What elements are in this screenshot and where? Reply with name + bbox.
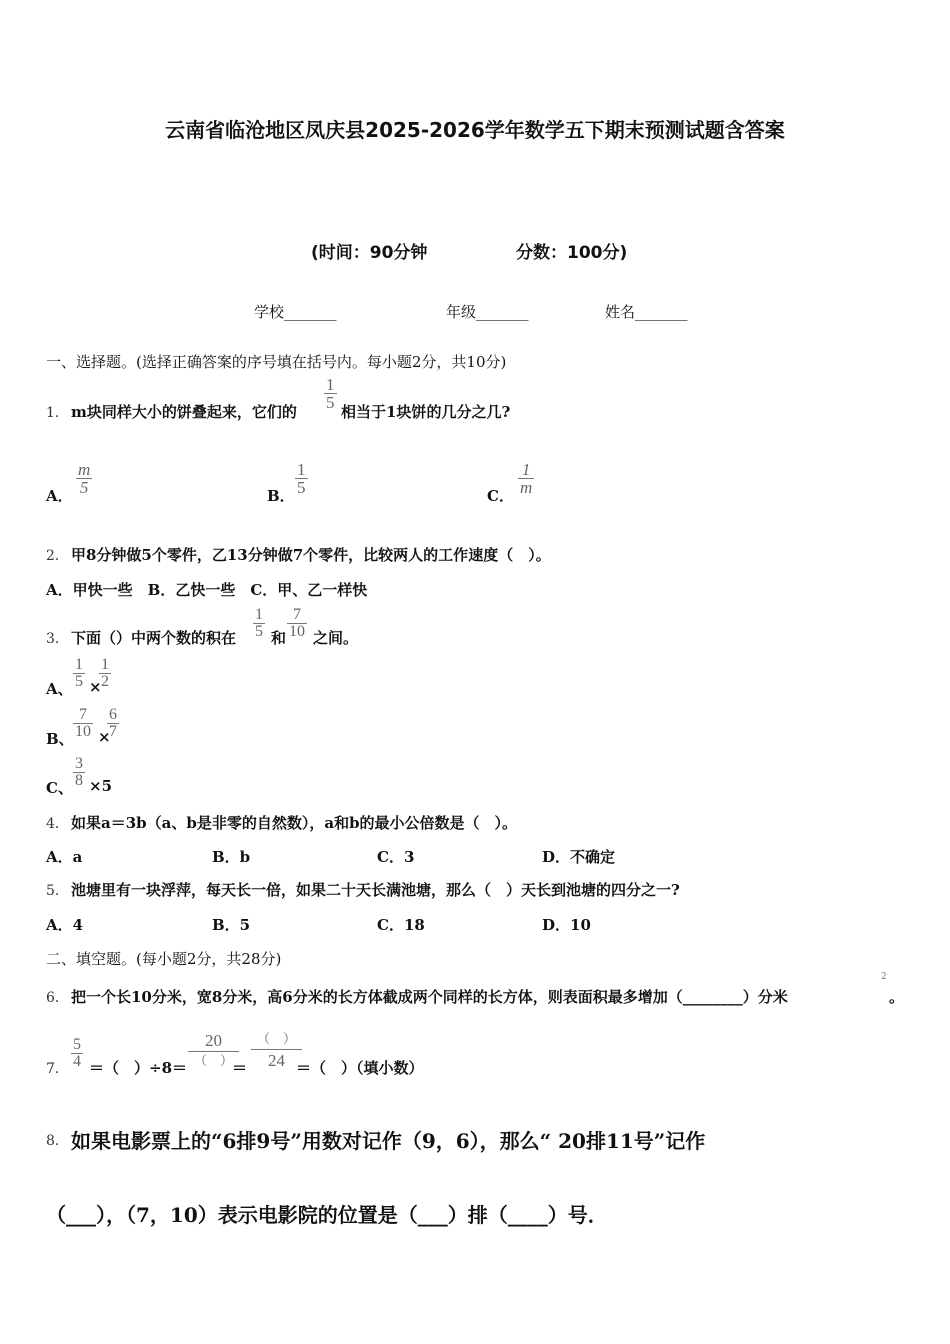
q3-option-c-times: ×5 <box>89 777 113 795</box>
q5-option-c[interactable]: C．18 <box>377 916 425 934</box>
q6-number: 6． <box>46 990 69 1006</box>
q6-text: 把一个长10分米，宽8分米，高6分米的长方体截成两个同样的长方体，则表面积最多增加（________）分米 <box>71 988 788 1006</box>
q5-text: 池塘里有一块浮萍，每天长一倍，如果二十天长满池塘，那么（ ）天长到池塘的四分之一? <box>71 881 680 899</box>
q6-superscript: 2 <box>881 972 887 982</box>
q5-option-a[interactable]: A．4 <box>46 916 84 934</box>
q3-option-b-fraction-2: $\frac{6}{7}$ <box>109 706 117 740</box>
q8-number: 8． <box>46 1133 69 1149</box>
school-field[interactable]: 学校_______ <box>254 303 337 321</box>
q8-line-2[interactable]: （___），（7，10）表示电影院的位置是（___）排（____）号． <box>46 1203 608 1227</box>
q1-text-b: 相当于1块饼的几分之几? <box>341 403 511 421</box>
q3-option-a-fraction-2: $\frac{1}{2}$ <box>101 656 109 690</box>
q4-option-a[interactable]: A．a <box>46 848 83 866</box>
q1-option-b-fraction: $\frac{1}{5}$ <box>297 460 306 497</box>
q1-option-c-fraction: $\frac{1}{m}$ <box>520 460 533 497</box>
q7-fraction-2[interactable]: 20 （ ） <box>188 1032 239 1067</box>
section2-heading: 二、填空题。(每小题2分，共28分) <box>46 950 282 968</box>
q7-fraction-1: $\frac{5}{4}$ <box>73 1036 81 1070</box>
q3-option-a-fraction-1: $\frac{1}{5}$ <box>75 656 83 690</box>
q4-number: 4． <box>46 816 69 832</box>
exam-time: (时间：90分钟 <box>311 243 428 263</box>
q3-option-b[interactable]: B、 <box>46 730 74 748</box>
q5-option-d[interactable]: D．10 <box>542 916 591 934</box>
q1-number: 1． <box>46 405 69 421</box>
q3-option-a[interactable]: A、 <box>46 680 73 698</box>
q5-number: 5． <box>46 883 69 899</box>
grade-field[interactable]: 年级_______ <box>446 303 529 321</box>
q1-option-c[interactable]: C． <box>487 487 514 505</box>
q1-option-a[interactable]: A． <box>46 487 73 505</box>
q2-text: 甲8分钟做5个零件，乙13分钟做7个零件，比较两人的工作速度（ ）。 <box>71 546 551 564</box>
q2-number: 2． <box>46 548 69 564</box>
q5-option-b[interactable]: B．5 <box>212 916 251 934</box>
q1-text-a: m块同样大小的饼叠起来，它们的 <box>71 403 297 421</box>
q3-option-c[interactable]: C、 <box>46 779 73 797</box>
page-title: 云南省临沧地区凤庆县2025-2026学年数学五下期末预测试题含答案 <box>165 118 785 142</box>
q7-number: 7． <box>46 1061 69 1077</box>
name-field[interactable]: 姓名_______ <box>605 303 688 321</box>
q7-fraction-3[interactable]: （ ） 24 <box>251 1032 302 1069</box>
q6-end: 。 <box>889 988 905 1006</box>
q2-options[interactable]: A．甲快一些 B．乙快一些 C．甲、乙一样快 <box>46 581 368 599</box>
q3-option-a-times: × <box>89 678 102 696</box>
q1-option-b[interactable]: B． <box>267 487 295 505</box>
q3-option-b-times: × <box>98 728 111 746</box>
q3-text-a: 下面（）中两个数的积在 <box>71 629 237 647</box>
q4-option-c[interactable]: C．3 <box>377 848 415 866</box>
q7-equals-1[interactable]: ＝（ ）÷8＝ <box>89 1059 188 1077</box>
q3-text-b: 之间。 <box>313 629 359 647</box>
q3-number: 3． <box>46 631 69 647</box>
q7-equals-2: ＝ <box>232 1059 248 1077</box>
q7-equals-3[interactable]: ＝（ ）（填小数） <box>296 1059 424 1077</box>
q8-line-1: 如果电影票上的“6排9号”用数对记作（9，6），那么“ 20排11号”记作 <box>71 1129 706 1153</box>
q3-and: 和 <box>271 629 287 647</box>
q3-option-c-fraction: $\frac{3}{8}$ <box>75 755 83 789</box>
q1-fraction: $\frac{1}{5}$ <box>326 375 335 412</box>
q4-option-d[interactable]: D．不确定 <box>542 848 616 866</box>
q3-option-b-fraction-1: $\frac{7}{10}$ <box>75 706 91 740</box>
q4-option-b[interactable]: B．b <box>212 848 251 866</box>
section1-heading: 一、选择题。(选择正确答案的序号填在括号内。每小题2分，共10分) <box>46 353 507 371</box>
exam-score: 分数：100分) <box>516 243 628 263</box>
q3-fraction-2: $\frac{7}{10}$ <box>289 606 305 640</box>
q4-text: 如果a＝3b（a、b是非零的自然数），a和b的最小公倍数是（ ）。 <box>71 814 518 832</box>
q3-fraction-1: $\frac{1}{5}$ <box>255 606 263 640</box>
q1-option-a-fraction: $\frac{m}{5}$ <box>78 460 91 497</box>
